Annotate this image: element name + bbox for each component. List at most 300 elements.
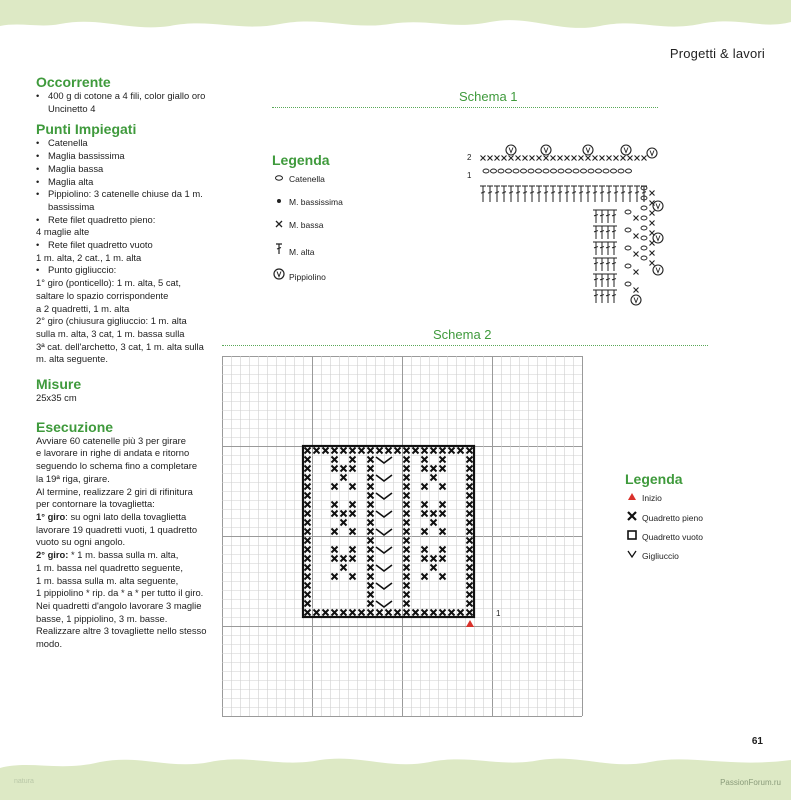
- filled-square-mark: [404, 538, 410, 544]
- filled-square-mark: [368, 475, 374, 481]
- catenella-symbol: [626, 169, 632, 173]
- catenella-symbol: [641, 216, 647, 220]
- esecuzione-bold: 2° giro:: [36, 549, 69, 561]
- filled-square-mark: [341, 466, 347, 472]
- punti-line: • Catenella: [28, 137, 213, 150]
- legend-item-pippiolino: Pippiolino: [272, 268, 326, 282]
- m-alta-symbol: [605, 258, 611, 271]
- m-alta-symbol: [605, 242, 611, 255]
- filled-square-mark: [404, 466, 410, 472]
- catenella-symbol: [641, 246, 647, 250]
- m-alta-symbol: [620, 186, 626, 202]
- filled-square-mark: [323, 448, 329, 454]
- occorrente-item: • 400 g di cotone a 4 fili, color giallo oro: [28, 90, 213, 103]
- filled-square-mark: [440, 502, 446, 508]
- filled-square-mark: [368, 484, 374, 490]
- m-alta-symbol: [571, 186, 577, 202]
- filled-square-mark: [386, 448, 392, 454]
- catenella-symbol: [625, 246, 631, 250]
- esecuzione-line: [28, 524, 213, 537]
- filled-square-mark: [422, 556, 428, 562]
- legend-item-quadretto-pieno: Quadretto pieno: [625, 511, 703, 523]
- filled-square-mark: [377, 448, 383, 454]
- filled-square-mark: [431, 448, 437, 454]
- legend-item-inizio: Inizio: [625, 492, 662, 503]
- m-bassa-symbol: [642, 156, 647, 161]
- catenella-symbol: [498, 169, 504, 173]
- esecuzione-text-part: Nei quadretti d'angolo lavorare 3 maglie: [36, 599, 202, 611]
- filled-square-mark: [404, 601, 410, 607]
- filled-square-mark: [467, 448, 473, 454]
- filled-square-mark: [467, 475, 473, 481]
- filled-square-mark: [440, 556, 446, 562]
- m-alta-symbol: [564, 186, 570, 202]
- filled-square-mark: [305, 610, 311, 616]
- filled-square-mark: [332, 610, 338, 616]
- legend-item-m-alta: M. alta: [272, 243, 315, 257]
- chain-oval-icon: [272, 174, 286, 184]
- filled-square-mark: [440, 448, 446, 454]
- m-bassa-symbol: [509, 156, 514, 161]
- punti-heading: Punti Impiegati: [36, 121, 137, 138]
- filled-square-mark: [368, 520, 374, 526]
- filled-square-mark: [305, 511, 311, 517]
- filled-square-mark: [467, 547, 473, 553]
- m-alta-symbol: [522, 186, 528, 202]
- filled-square-mark: [467, 466, 473, 472]
- m-bassa-symbol: [634, 288, 639, 293]
- filled-square-mark: [449, 448, 455, 454]
- m-bassa-symbol: [544, 156, 549, 161]
- filled-square-mark: [404, 484, 410, 490]
- filled-square-mark: [332, 466, 338, 472]
- punti-line: • Maglia bassa: [28, 163, 213, 176]
- pippiolino-symbol: [650, 151, 654, 156]
- filled-square-mark: [341, 520, 347, 526]
- esecuzione-line: [28, 473, 213, 486]
- esecuzione-text-part: 1 pippiolino * rip. da * a * per tutto il giro.: [36, 587, 204, 599]
- filled-square-mark: [431, 556, 437, 562]
- section-header-title: Progetti & lavori: [669, 46, 765, 61]
- filled-square-mark: [368, 610, 374, 616]
- m-alta-symbol: [494, 186, 500, 202]
- esecuzione-text-part: e lavorare in righe di andata e ritorno: [36, 447, 190, 459]
- m-bassa-symbol: [628, 156, 633, 161]
- filled-square-mark: [350, 448, 356, 454]
- m-alta-symbol: [599, 210, 605, 223]
- filled-square-mark: [422, 511, 428, 517]
- punti-line: 1 m. alta, 2 cat., 1 m. alta: [36, 251, 142, 263]
- filled-square-mark: [305, 547, 311, 553]
- punti-line: m. alta seguente.: [36, 353, 108, 365]
- punti-list: [28, 137, 213, 366]
- punti-line: saltare lo spazio corrispondente: [36, 289, 169, 301]
- esecuzione-line: [28, 498, 213, 511]
- picot-circle-icon: [272, 268, 286, 282]
- filled-square-mark: [404, 457, 410, 463]
- m-alta-symbol: [593, 290, 599, 303]
- esecuzione-line: [28, 575, 213, 588]
- m-alta-symbol: [593, 210, 599, 223]
- esecuzione-heading: Esecuzione: [36, 418, 114, 435]
- filled-square-mark: [305, 565, 311, 571]
- filled-square-mark: [422, 574, 428, 580]
- filled-square-mark: [377, 610, 383, 616]
- m-alta-symbol: [529, 186, 535, 202]
- esecuzione-text-part: * 1 m. bassa sulla m. alta,: [68, 549, 179, 561]
- filled-square-mark: [332, 547, 338, 553]
- m-alta-symbol: [634, 186, 640, 202]
- catenella-symbol: [581, 169, 587, 173]
- filled-square-mark: [467, 556, 473, 562]
- filled-square-mark: [440, 484, 446, 490]
- punti-line: 2° giro (chiusura gigliuccio: 1 m. alta: [36, 315, 187, 327]
- m-bassa-symbol: [593, 156, 598, 161]
- filled-square-mark: [332, 556, 338, 562]
- esecuzione-line: [28, 625, 213, 638]
- filled-square-mark: [350, 466, 356, 472]
- catenella-symbol: [536, 169, 542, 173]
- filled-square-mark: [332, 457, 338, 463]
- m-alta-symbol: [543, 186, 549, 202]
- esecuzione-line: [28, 460, 213, 473]
- m-bassa-symbol: [481, 156, 486, 161]
- filled-square-mark: [305, 502, 311, 508]
- filled-square-mark: [440, 610, 446, 616]
- filled-square-mark: [359, 610, 365, 616]
- catenella-symbol: [641, 206, 647, 210]
- double-crochet-t-icon: [272, 243, 286, 257]
- filled-square-mark: [305, 493, 311, 499]
- filled-square-mark: [350, 511, 356, 517]
- esecuzione-text-part: : su ogni lato della tovaglietta: [65, 510, 187, 522]
- filled-square-mark: [431, 511, 437, 517]
- m-bassa-symbol: [614, 156, 619, 161]
- m-alta-symbol: [501, 186, 507, 202]
- m-bassa-symbol: [607, 156, 612, 161]
- pippiolino-symbol: [586, 148, 590, 153]
- filled-square-mark: [449, 610, 455, 616]
- catenella-symbol: [513, 169, 519, 173]
- start-triangle-icon: [625, 492, 639, 503]
- filled-square-mark: [404, 556, 410, 562]
- filled-square-mark: [404, 547, 410, 553]
- filled-square-mark: [395, 448, 401, 454]
- esecuzione-text-part: Avviare 60 catenelle più 3 per girare: [36, 434, 186, 446]
- filled-square-mark: [305, 574, 311, 580]
- filled-square-mark: [350, 610, 356, 616]
- filled-square-mark: [404, 574, 410, 580]
- gigliuccio-mark: [376, 493, 392, 499]
- filled-square-mark: [404, 529, 410, 535]
- catenella-symbol: [641, 226, 647, 230]
- esecuzione-text-part: Realizzare altre 3 tovagliette nello stesso: [36, 625, 207, 637]
- m-bassa-symbol: [635, 156, 640, 161]
- m-alta-symbol: [487, 186, 493, 202]
- pippiolino-symbol: [656, 236, 660, 241]
- schema2-divider: [222, 345, 708, 346]
- m-alta-symbol: [605, 290, 611, 303]
- schema1-divider: [272, 107, 658, 108]
- filled-square-mark: [404, 511, 410, 517]
- m-alta-symbol: [515, 186, 521, 202]
- filled-square-mark: [368, 511, 374, 517]
- m-alta-symbol: [508, 186, 514, 202]
- catenella-symbol: [603, 169, 609, 173]
- filled-square-mark: [431, 610, 437, 616]
- punti-line: bassissima: [48, 200, 95, 212]
- m-alta-symbol: [611, 210, 617, 223]
- m-alta-symbol: [611, 290, 617, 303]
- filled-square-mark: [440, 457, 446, 463]
- filled-square-mark: [305, 484, 311, 490]
- filled-square-mark: [413, 610, 419, 616]
- catenella-symbol: [596, 169, 602, 173]
- m-alta-symbol: [605, 226, 611, 239]
- filled-square-mark: [341, 448, 347, 454]
- single-crochet-x-icon: [272, 220, 286, 230]
- filled-square-mark: [368, 529, 374, 535]
- filled-square-mark: [422, 547, 428, 553]
- filled-square-mark: [431, 565, 437, 571]
- filled-square-mark: [422, 502, 428, 508]
- legend-item-gigliuccio: Gigliuccio: [625, 549, 679, 561]
- filled-square-mark: [422, 457, 428, 463]
- filled-square-mark: [368, 448, 374, 454]
- esecuzione-text-part: modo.: [36, 638, 63, 650]
- filled-square-mark: [350, 529, 356, 535]
- esecuzione-text-part: 1 m. bassa nel quadretto seguente,: [36, 561, 183, 573]
- occorrente-item: Uncinetto 4: [48, 102, 96, 114]
- m-bassa-symbol: [502, 156, 507, 161]
- filled-square-mark: [368, 466, 374, 472]
- filled-square-mark: [440, 529, 446, 535]
- gigliuccio-mark: [376, 601, 392, 607]
- filled-square-mark: [422, 484, 428, 490]
- filled-square-mark: [368, 592, 374, 598]
- pippiolino-symbol: [656, 268, 660, 273]
- legend-item-quadretto-vuoto: Quadretto vuoto: [625, 530, 703, 542]
- punti-line: sulla m. alta, 3 cat, 1 m. bassa sulla: [36, 327, 185, 339]
- filled-square-mark: [350, 457, 356, 463]
- filled-square-mark: [368, 538, 374, 544]
- filled-square-mark: [368, 583, 374, 589]
- m-alta-symbol: [599, 226, 605, 239]
- punti-line: • Punto gigliuccio:: [28, 264, 213, 277]
- empty-square-icon: [625, 530, 639, 542]
- m-bassa-symbol: [551, 156, 556, 161]
- filled-square-mark: [359, 448, 365, 454]
- occorrente-heading: Occorrente: [36, 74, 111, 90]
- catenella-symbol: [625, 264, 631, 268]
- m-alta-symbol: [611, 242, 617, 255]
- filled-square-mark: [341, 475, 347, 481]
- m-alta-symbol: [613, 186, 619, 202]
- start-marker: [466, 620, 474, 627]
- catenella-symbol: [573, 169, 579, 173]
- schema1-row-label-1: 1: [467, 171, 472, 180]
- schema1-stitch-diagram: [476, 138, 672, 310]
- filled-square-mark: [440, 466, 446, 472]
- catenella-symbol: [625, 282, 631, 286]
- filled-square-mark: [404, 448, 410, 454]
- catenella-symbol: [625, 228, 631, 232]
- m-bassa-symbol: [488, 156, 493, 161]
- filled-square-mark: [305, 520, 311, 526]
- schema2-legend-title: Legenda: [625, 471, 683, 487]
- filled-square-mark: [467, 583, 473, 589]
- filled-square-mark: [350, 574, 356, 580]
- m-bassa-symbol: [495, 156, 500, 161]
- filled-square-mark: [332, 529, 338, 535]
- filled-square-mark: [467, 565, 473, 571]
- m-alta-symbol: [550, 186, 556, 202]
- schema2-title: Schema 2: [433, 327, 492, 342]
- catenella-symbol: [641, 256, 647, 260]
- filled-square-mark: [431, 475, 437, 481]
- esecuzione-text-part: vuoto su ogni angolo.: [36, 536, 126, 548]
- catenella-symbol: [611, 169, 617, 173]
- schema1-row-label-2: 2: [467, 153, 472, 162]
- filled-square-mark: [368, 601, 374, 607]
- m-bassa-symbol: [634, 252, 639, 257]
- filled-square-mark: [341, 511, 347, 517]
- m-alta-symbol: [593, 242, 599, 255]
- m-alta-symbol: [557, 186, 563, 202]
- punti-line: a 2 quadretti, 1 m. alta: [36, 302, 130, 314]
- filled-square-mark: [413, 448, 419, 454]
- filled-square-mark: [305, 601, 311, 607]
- esecuzione-line: [28, 549, 213, 562]
- esecuzione-line: [28, 600, 213, 613]
- esecuzione-text: [28, 435, 213, 651]
- filled-square-mark: [368, 574, 374, 580]
- filled-square-mark: [404, 502, 410, 508]
- m-bassa-symbol: [634, 270, 639, 275]
- pippiolino-symbol: [624, 148, 628, 153]
- filled-square-mark: [341, 565, 347, 571]
- m-bassa-symbol: [586, 156, 591, 161]
- punti-line: 4 maglie alte: [36, 226, 90, 238]
- m-alta-symbol: [611, 258, 617, 271]
- filled-square-mark: [386, 610, 392, 616]
- m-bassa-symbol: [650, 211, 655, 216]
- punti-line: • Rete filet quadretto vuoto: [28, 239, 213, 252]
- m-alta-symbol: [578, 186, 584, 202]
- filled-square-mark: [440, 574, 446, 580]
- m-bassa-symbol: [634, 234, 639, 239]
- m-alta-symbol: [480, 186, 486, 202]
- filled-square-mark: [440, 547, 446, 553]
- gigliuccio-mark: [376, 547, 392, 553]
- filled-square-mark: [404, 565, 410, 571]
- gigliuccio-mark: [376, 529, 392, 535]
- catenella-symbol: [483, 169, 489, 173]
- filled-square-mark: [431, 520, 437, 526]
- punti-line: 3ª cat. dell'archetto, 3 cat, 1 m. alta sulla: [36, 340, 204, 352]
- filled-square-mark: [467, 601, 473, 607]
- misure-heading: Misure: [36, 376, 82, 393]
- filled-square-mark: [395, 610, 401, 616]
- esecuzione-text-part: seguendo lo schema fino a completare: [36, 460, 198, 472]
- filled-square-mark: [368, 547, 374, 553]
- m-alta-symbol: [592, 186, 598, 202]
- filled-square-mark: [467, 538, 473, 544]
- legend-item-m-bassissima: M. bassissima: [272, 197, 343, 207]
- m-bassa-symbol: [565, 156, 570, 161]
- filled-square-mark: [305, 538, 311, 544]
- esecuzione-line: [28, 536, 213, 549]
- legend-item-m-bassa: M. bassa: [272, 220, 324, 230]
- punti-line: • Pippiolino: 3 catenelle chiuse da 1 m.: [28, 188, 213, 201]
- m-alta-symbol: [611, 274, 617, 287]
- m-bassa-symbol: [516, 156, 521, 161]
- m-alta-symbol: [536, 186, 542, 202]
- filled-square-mark: [422, 466, 428, 472]
- slip-stitch-dot-icon: [272, 197, 286, 207]
- filled-square-mark: [404, 583, 410, 589]
- m-alta-symbol: [599, 186, 605, 202]
- filled-square-mark: [368, 502, 374, 508]
- esecuzione-line: [28, 638, 213, 651]
- punti-line: • Rete filet quadretto pieno:: [28, 214, 213, 227]
- filled-square-mark: [467, 520, 473, 526]
- filled-square-mark: [404, 520, 410, 526]
- catenella-symbol: [566, 169, 572, 173]
- esecuzione-line: [28, 511, 213, 524]
- m-bassa-symbol: [650, 251, 655, 256]
- m-alta-symbol: [593, 258, 599, 271]
- catenella-symbol: [588, 169, 594, 173]
- filled-square-mark: [350, 547, 356, 553]
- esecuzione-text-part: Al termine, realizzare 2 giri di rifinitura: [36, 485, 193, 497]
- filled-square-mark: [467, 457, 473, 463]
- instructions-column: [28, 74, 213, 651]
- legend-item-catenella: Catenella: [272, 174, 325, 184]
- filled-square-mark: [368, 493, 374, 499]
- filled-square-mark: [332, 448, 338, 454]
- filled-square-mark: [422, 529, 428, 535]
- filled-square-mark: [332, 511, 338, 517]
- catenella-symbol: [551, 169, 557, 173]
- pippiolino-symbol: [544, 148, 548, 153]
- m-bassa-symbol: [572, 156, 577, 161]
- filled-square-mark: [314, 610, 320, 616]
- filled-square-mark: [467, 529, 473, 535]
- filled-square-mark: [305, 475, 311, 481]
- m-bassa-symbol: [650, 221, 655, 226]
- m-alta-symbol: [585, 186, 591, 202]
- filled-square-mark: [467, 574, 473, 580]
- filled-square-mark: [332, 574, 338, 580]
- punti-line: • Maglia alta: [28, 176, 213, 189]
- filled-square-mark: [350, 502, 356, 508]
- m-alta-symbol: [599, 258, 605, 271]
- filled-square-mark: [341, 556, 347, 562]
- m-bassa-symbol: [523, 156, 528, 161]
- v-gigliuccio-icon: [625, 549, 639, 561]
- esecuzione-line: [28, 486, 213, 499]
- filled-square-mark: [305, 529, 311, 535]
- m-bassa-symbol: [621, 156, 626, 161]
- gigliuccio-mark: [376, 475, 392, 481]
- m-alta-symbol: [593, 274, 599, 287]
- filled-square-mark: [467, 484, 473, 490]
- esecuzione-line: [28, 435, 213, 448]
- pippiolino-symbol: [509, 148, 513, 153]
- schema2-filet-chart: [222, 356, 584, 718]
- m-alta-symbol: [605, 274, 611, 287]
